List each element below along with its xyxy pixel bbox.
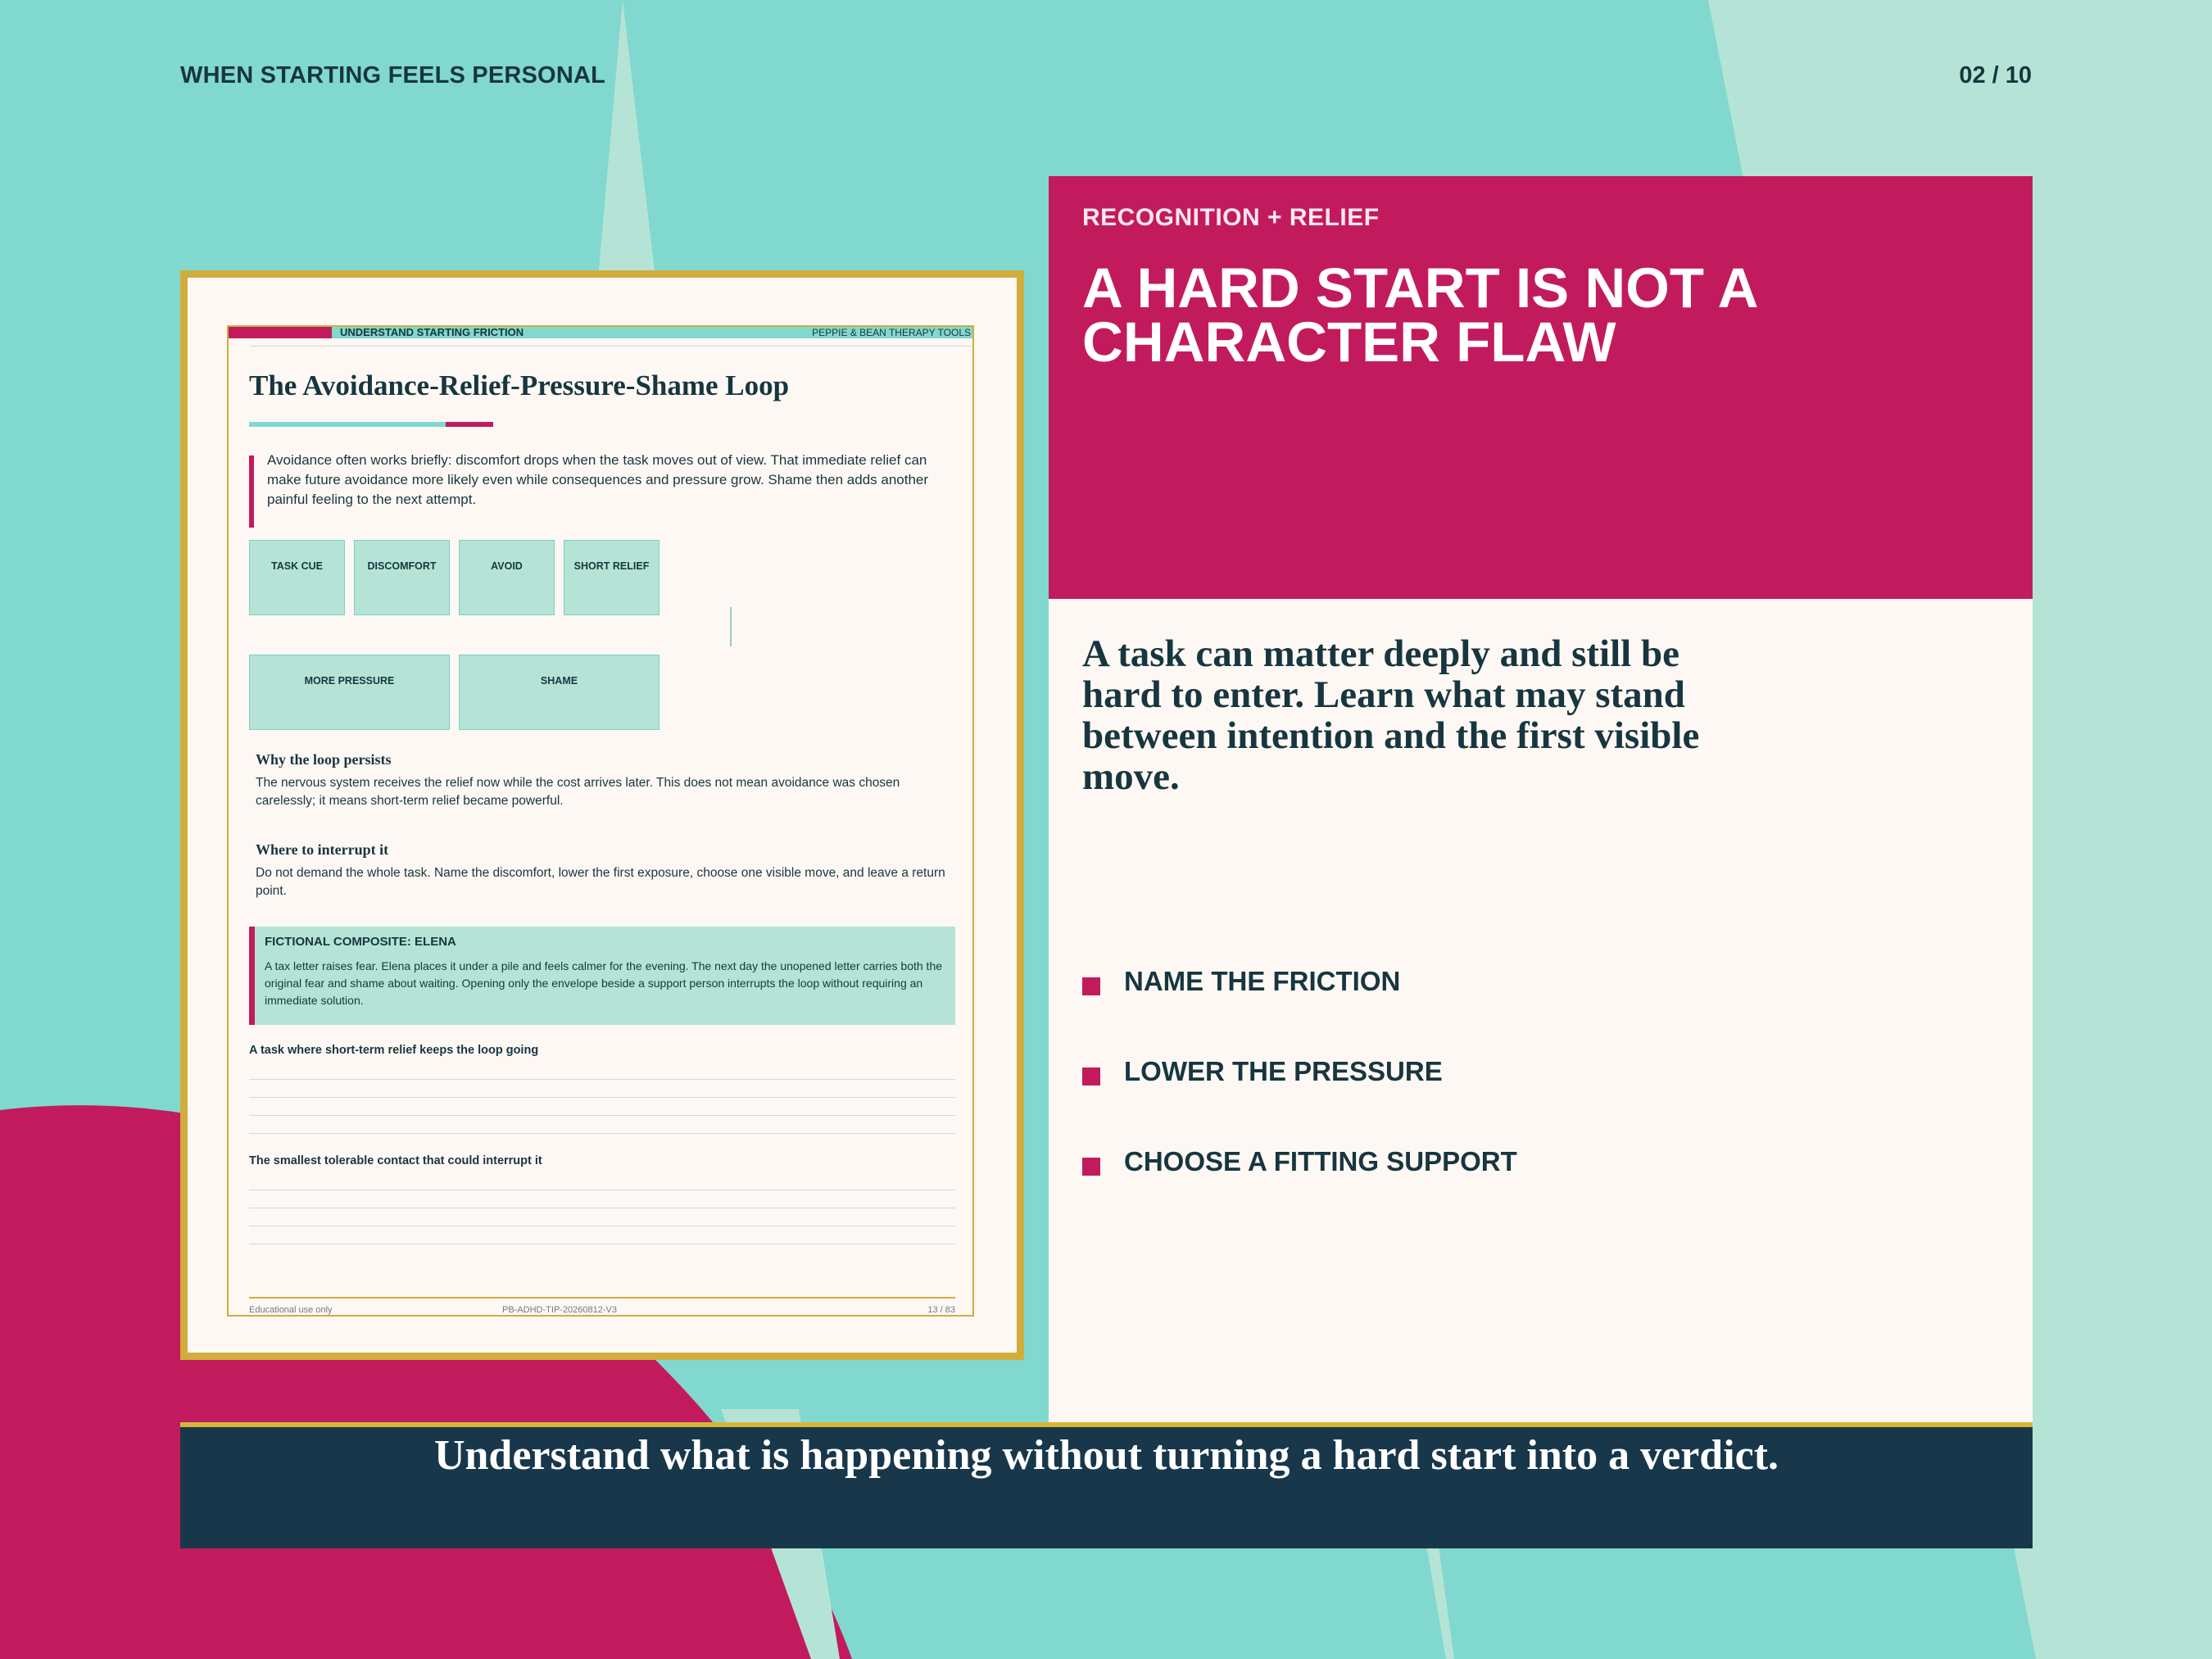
- answer-line[interactable]: [249, 1097, 955, 1098]
- takeaway-text: Understand what is happening without turning a hard start into a verdict.: [433, 1432, 1779, 1479]
- case-example-box: [249, 927, 955, 1025]
- section-heading: Why the loop persists: [256, 751, 392, 768]
- worksheet-prompt: A task where short-term relief keeps the loop going: [249, 1044, 539, 1057]
- loop-step-avoid: [459, 540, 555, 615]
- loop-step-label: MORE PRESSURE: [304, 675, 395, 687]
- document-page: [188, 278, 1017, 1353]
- document-header-accent: [229, 327, 332, 338]
- loop-step-shame: [459, 655, 660, 730]
- lead-paragraph: A task can matter deeply and still be hard to enter. Learn what may stand between intention and the first visible move.: [1082, 632, 1700, 798]
- document-footer-left: Educational use only: [249, 1305, 333, 1315]
- eyebrow-label: RECOGNITION + RELIEF: [1082, 204, 1380, 231]
- deck-title: WHEN STARTING FEELS PERSONAL: [180, 62, 606, 88]
- title-underline-accent: [446, 422, 493, 427]
- answer-line[interactable]: [249, 1115, 955, 1116]
- bullet-label: CHOOSE A FITTING SUPPORT: [1124, 1146, 1517, 1176]
- loop-step-task-cue: [249, 540, 345, 615]
- loop-step-label: DISCOMFORT: [367, 560, 437, 572]
- slide-headline: A HARD START IS NOT A CHARACTER FLAW: [1082, 256, 1756, 374]
- document-brand: PEPPIE & BEAN THERAPY TOOLS: [812, 327, 971, 338]
- title-underline: [249, 422, 446, 427]
- loop-connector: [730, 607, 732, 646]
- takeaway-banner: [180, 1427, 2033, 1548]
- document-thumbnail: [180, 270, 1024, 1360]
- headline-panel: [1049, 176, 2033, 599]
- worksheet-prompt: The smallest tolerable contact that could interrupt it: [249, 1154, 542, 1167]
- document-code: PB-ADHD-TIP-20260812-V3: [502, 1305, 618, 1315]
- answer-line[interactable]: [249, 1133, 955, 1134]
- intro-accent-bar: [249, 456, 254, 528]
- document-section-label: UNDERSTAND STARTING FRICTION: [340, 326, 524, 338]
- content-panel: [1049, 599, 2033, 1422]
- loop-step-discomfort: [354, 540, 450, 615]
- document-intro: Avoidance often works briefly: discomfort drops when the task moves out of view. That immediate relief can make future avoidance more likely even while consequences and pressure grow. Shame then adds another painful feeling to the next attempt.: [267, 452, 929, 507]
- document-footer-line: [249, 1297, 955, 1299]
- case-heading: FICTIONAL COMPOSITE: ELENA: [265, 935, 456, 949]
- case-accent-bar: [249, 927, 255, 1025]
- answer-line[interactable]: [249, 1079, 955, 1080]
- bullet-square-icon: [1082, 1158, 1100, 1176]
- loop-step-label: TASK CUE: [271, 560, 323, 572]
- section-heading: Where to interrupt it: [256, 841, 389, 858]
- bullet-square-icon: [1082, 1067, 1100, 1086]
- document-title: The Avoidance-Relief-Pressure-Shame Loop: [249, 369, 790, 401]
- bullet-label: NAME THE FRICTION: [1124, 966, 1401, 996]
- section-body: The nervous system receives the relief now while the cost arrives later. This does not mean avoidance was chosen carelessly; it means short-term relief became powerful.: [256, 776, 900, 808]
- bullet-label: LOWER THE PRESSURE: [1124, 1056, 1443, 1086]
- document-page-number: 13 / 83: [927, 1305, 955, 1315]
- section-body: Do not demand the whole task. Name the discomfort, lower the first exposure, choose one visible move, and leave a return point.: [256, 866, 945, 898]
- loop-step-label: SHAME: [540, 675, 578, 687]
- loop-step-label: AVOID: [491, 560, 523, 572]
- divider: [250, 346, 971, 347]
- loop-step-short-relief: [564, 540, 660, 615]
- case-body: A tax letter raises fear. Elena places it under a pile and feels calmer for the evening. The next day the unopened letter carries both the original fear and shame about waiting. Opening only the envelope beside a support person interrupts the loop without requiring an immediate solution.: [265, 959, 943, 1007]
- bullet-square-icon: [1082, 977, 1100, 995]
- loop-step-more-pressure: [249, 655, 450, 730]
- loop-step-label: SHORT RELIEF: [573, 560, 650, 572]
- page-indicator: 02 / 10: [1959, 62, 2032, 88]
